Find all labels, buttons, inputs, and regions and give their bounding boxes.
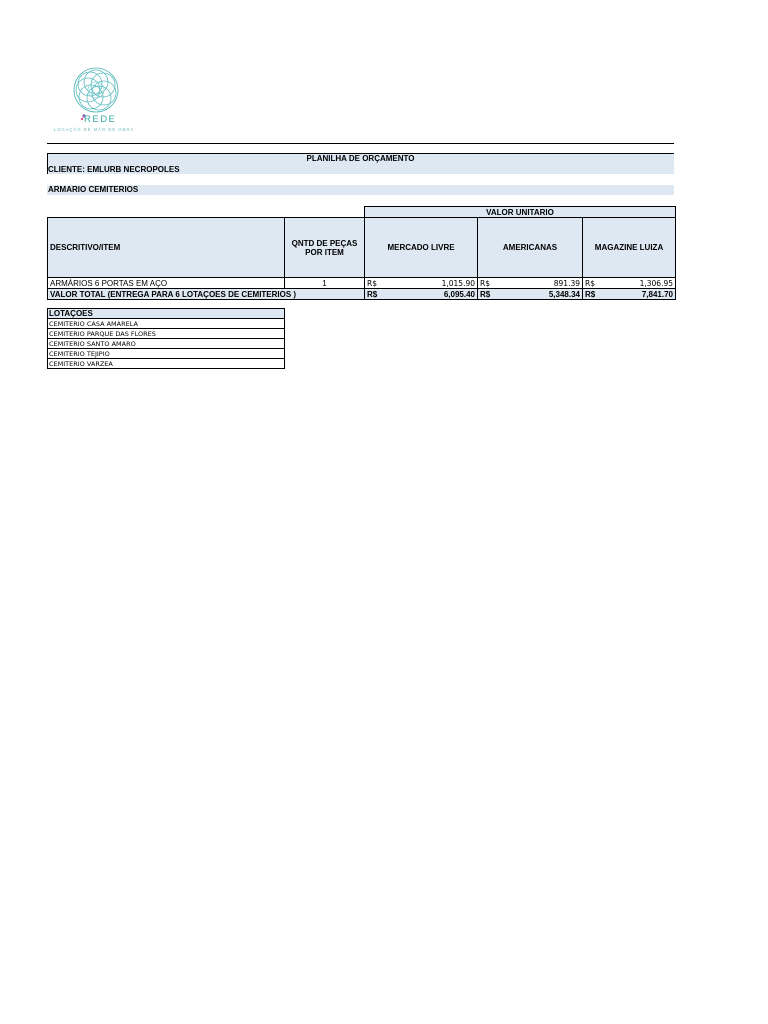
list-item: CEMITERIO PARQUE DAS FLORES <box>48 329 285 339</box>
total-row <box>48 289 676 300</box>
col-item-header: DESCRITIVO/ITEM <box>48 218 285 278</box>
lotacoes-table <box>47 308 285 369</box>
total-label: VALOR TOTAL (ENTREGA PARA 6 LOTAÇOES DE CEMITERIOS ) <box>48 289 365 300</box>
item-cell: ARMÁRIOS 6 PORTAS EM AÇO <box>48 278 285 289</box>
col-qty-header: QNTD DE PEÇAS POR ITEM <box>285 218 365 278</box>
qty-cell: 1 <box>285 278 365 289</box>
col-vendor-header: MERCADO LIVRE <box>365 218 478 278</box>
unit-value-header: VALOR UNITARIO <box>365 207 676 218</box>
price-cell: R$ 891.39 <box>478 278 583 289</box>
logo-brand: REDE <box>84 114 117 125</box>
price-cell: R$ 1,015.90 <box>365 278 478 289</box>
logo-tagline: LOCAÇÃO DE MÃO DE OBRA <box>54 127 135 132</box>
table-row <box>48 278 676 289</box>
section-title: ARMARIO CEMITERIOS <box>48 185 139 194</box>
col-vendor-header: AMERICANAS <box>478 218 583 278</box>
rede-logo-icon <box>50 66 140 136</box>
list-item: CEMITERIO VARZEA <box>48 359 285 369</box>
header-divider <box>47 143 674 144</box>
total-cell: R$ 7,841.70 <box>583 289 676 300</box>
list-item: CEMITERIO TEJIPIO <box>48 349 285 359</box>
page-title: PLANILHA DE ORÇAMENTO <box>306 154 415 163</box>
client-label: CLIENTE: EMLURB NECROPOLES <box>48 165 180 174</box>
total-cell: R$ 5,348.34 <box>478 289 583 300</box>
quote-table <box>47 206 676 300</box>
list-item: CEMITERIO SANTO AMARO <box>48 339 285 349</box>
col-vendor-header: MAGAZINE LUIZA <box>583 218 676 278</box>
price-cell: R$ 1,306.95 <box>583 278 676 289</box>
total-cell: R$ 6,095.40 <box>365 289 478 300</box>
lotacoes-header: LOTAÇOES <box>48 309 285 319</box>
section-band <box>47 185 674 195</box>
list-item: CEMITERIO CASA AMARELA <box>48 319 285 329</box>
